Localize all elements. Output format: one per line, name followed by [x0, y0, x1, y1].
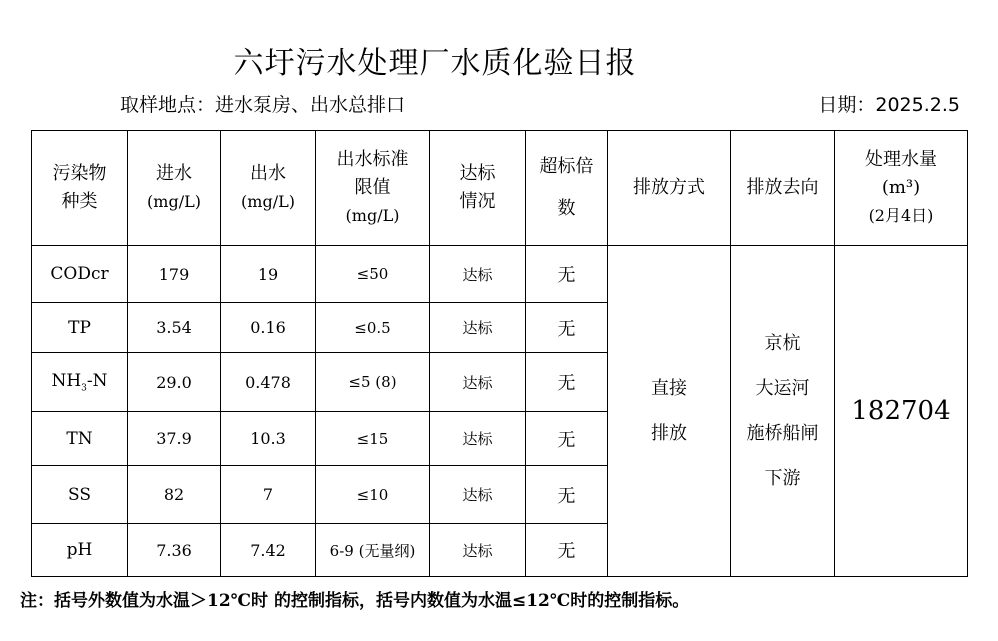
volume-value: 182704 [835, 246, 968, 577]
limit-value: ≤5 (8) [316, 353, 430, 412]
status-value: 达标 [430, 524, 526, 577]
exceed-value: 无 [526, 246, 608, 303]
status-value: 达标 [430, 353, 526, 412]
exceed-value: 无 [526, 466, 608, 524]
limit-value: ≤50 [316, 246, 430, 303]
status-value: 达标 [430, 466, 526, 524]
pollutant-name: SS [32, 466, 128, 524]
effluent-value: 10.3 [221, 412, 316, 466]
header-status: 达标 情况 [430, 131, 526, 246]
header-pollutant: 污染物 种类 [32, 131, 128, 246]
sampling-site: 取样地点：进水泵房、出水总排口 [120, 94, 406, 116]
influent-value: 179 [128, 246, 221, 303]
discharge-method-cell: 直接 排放 [608, 246, 731, 577]
influent-value: 7.36 [128, 524, 221, 577]
discharge-destination-cell: 京杭 大运河 施桥船闸 下游 [731, 246, 835, 577]
pollutant-name: pH [32, 524, 128, 577]
influent-value: 3.54 [128, 303, 221, 353]
footnote: 注：括号外数值为水温＞12℃时 的控制指标，括号内数值为水温≤12℃时的控制指标。 [20, 591, 690, 611]
limit-value: ≤15 [316, 412, 430, 466]
header-exceed: 超标倍 数 [526, 131, 608, 246]
report-title: 六圩污水处理厂水质化验日报 [233, 46, 637, 81]
report-date: 日期：2025.2.5 [818, 94, 960, 116]
header-limit: 出水标准 限值 (mg/L) [316, 131, 430, 246]
pollutant-name: TN [32, 412, 128, 466]
effluent-value: 0.16 [221, 303, 316, 353]
status-value: 达标 [430, 412, 526, 466]
status-value: 达标 [430, 246, 526, 303]
header-row [32, 131, 968, 246]
table-row [32, 246, 968, 303]
header-volume: 处理水量 (m³) (2月4日) [835, 131, 968, 246]
effluent-value: 7 [221, 466, 316, 524]
exceed-value: 无 [526, 353, 608, 412]
exceed-value: 无 [526, 524, 608, 577]
header-discharge-destination: 排放去向 [731, 131, 835, 246]
header-influent: 进水 (mg/L) [128, 131, 221, 246]
limit-value: ≤0.5 [316, 303, 430, 353]
effluent-value: 7.42 [221, 524, 316, 577]
pollutant-name: TP [32, 303, 128, 353]
status-value: 达标 [430, 303, 526, 353]
effluent-value: 19 [221, 246, 316, 303]
influent-value: 37.9 [128, 412, 221, 466]
header-effluent: 出水 (mg/L) [221, 131, 316, 246]
header-discharge-method: 排放方式 [608, 131, 731, 246]
exceed-value: 无 [526, 412, 608, 466]
exceed-value: 无 [526, 303, 608, 353]
influent-value: 82 [128, 466, 221, 524]
influent-value: 29.0 [128, 353, 221, 412]
limit-value: 6-9 (无量纲) [316, 524, 430, 577]
pollutant-name: $NH_3-N$ [32, 353, 128, 412]
effluent-value: 0.478 [221, 353, 316, 412]
pollutant-name: CODcr [32, 246, 128, 303]
water-quality-table [31, 130, 968, 577]
limit-value: ≤10 [316, 466, 430, 524]
